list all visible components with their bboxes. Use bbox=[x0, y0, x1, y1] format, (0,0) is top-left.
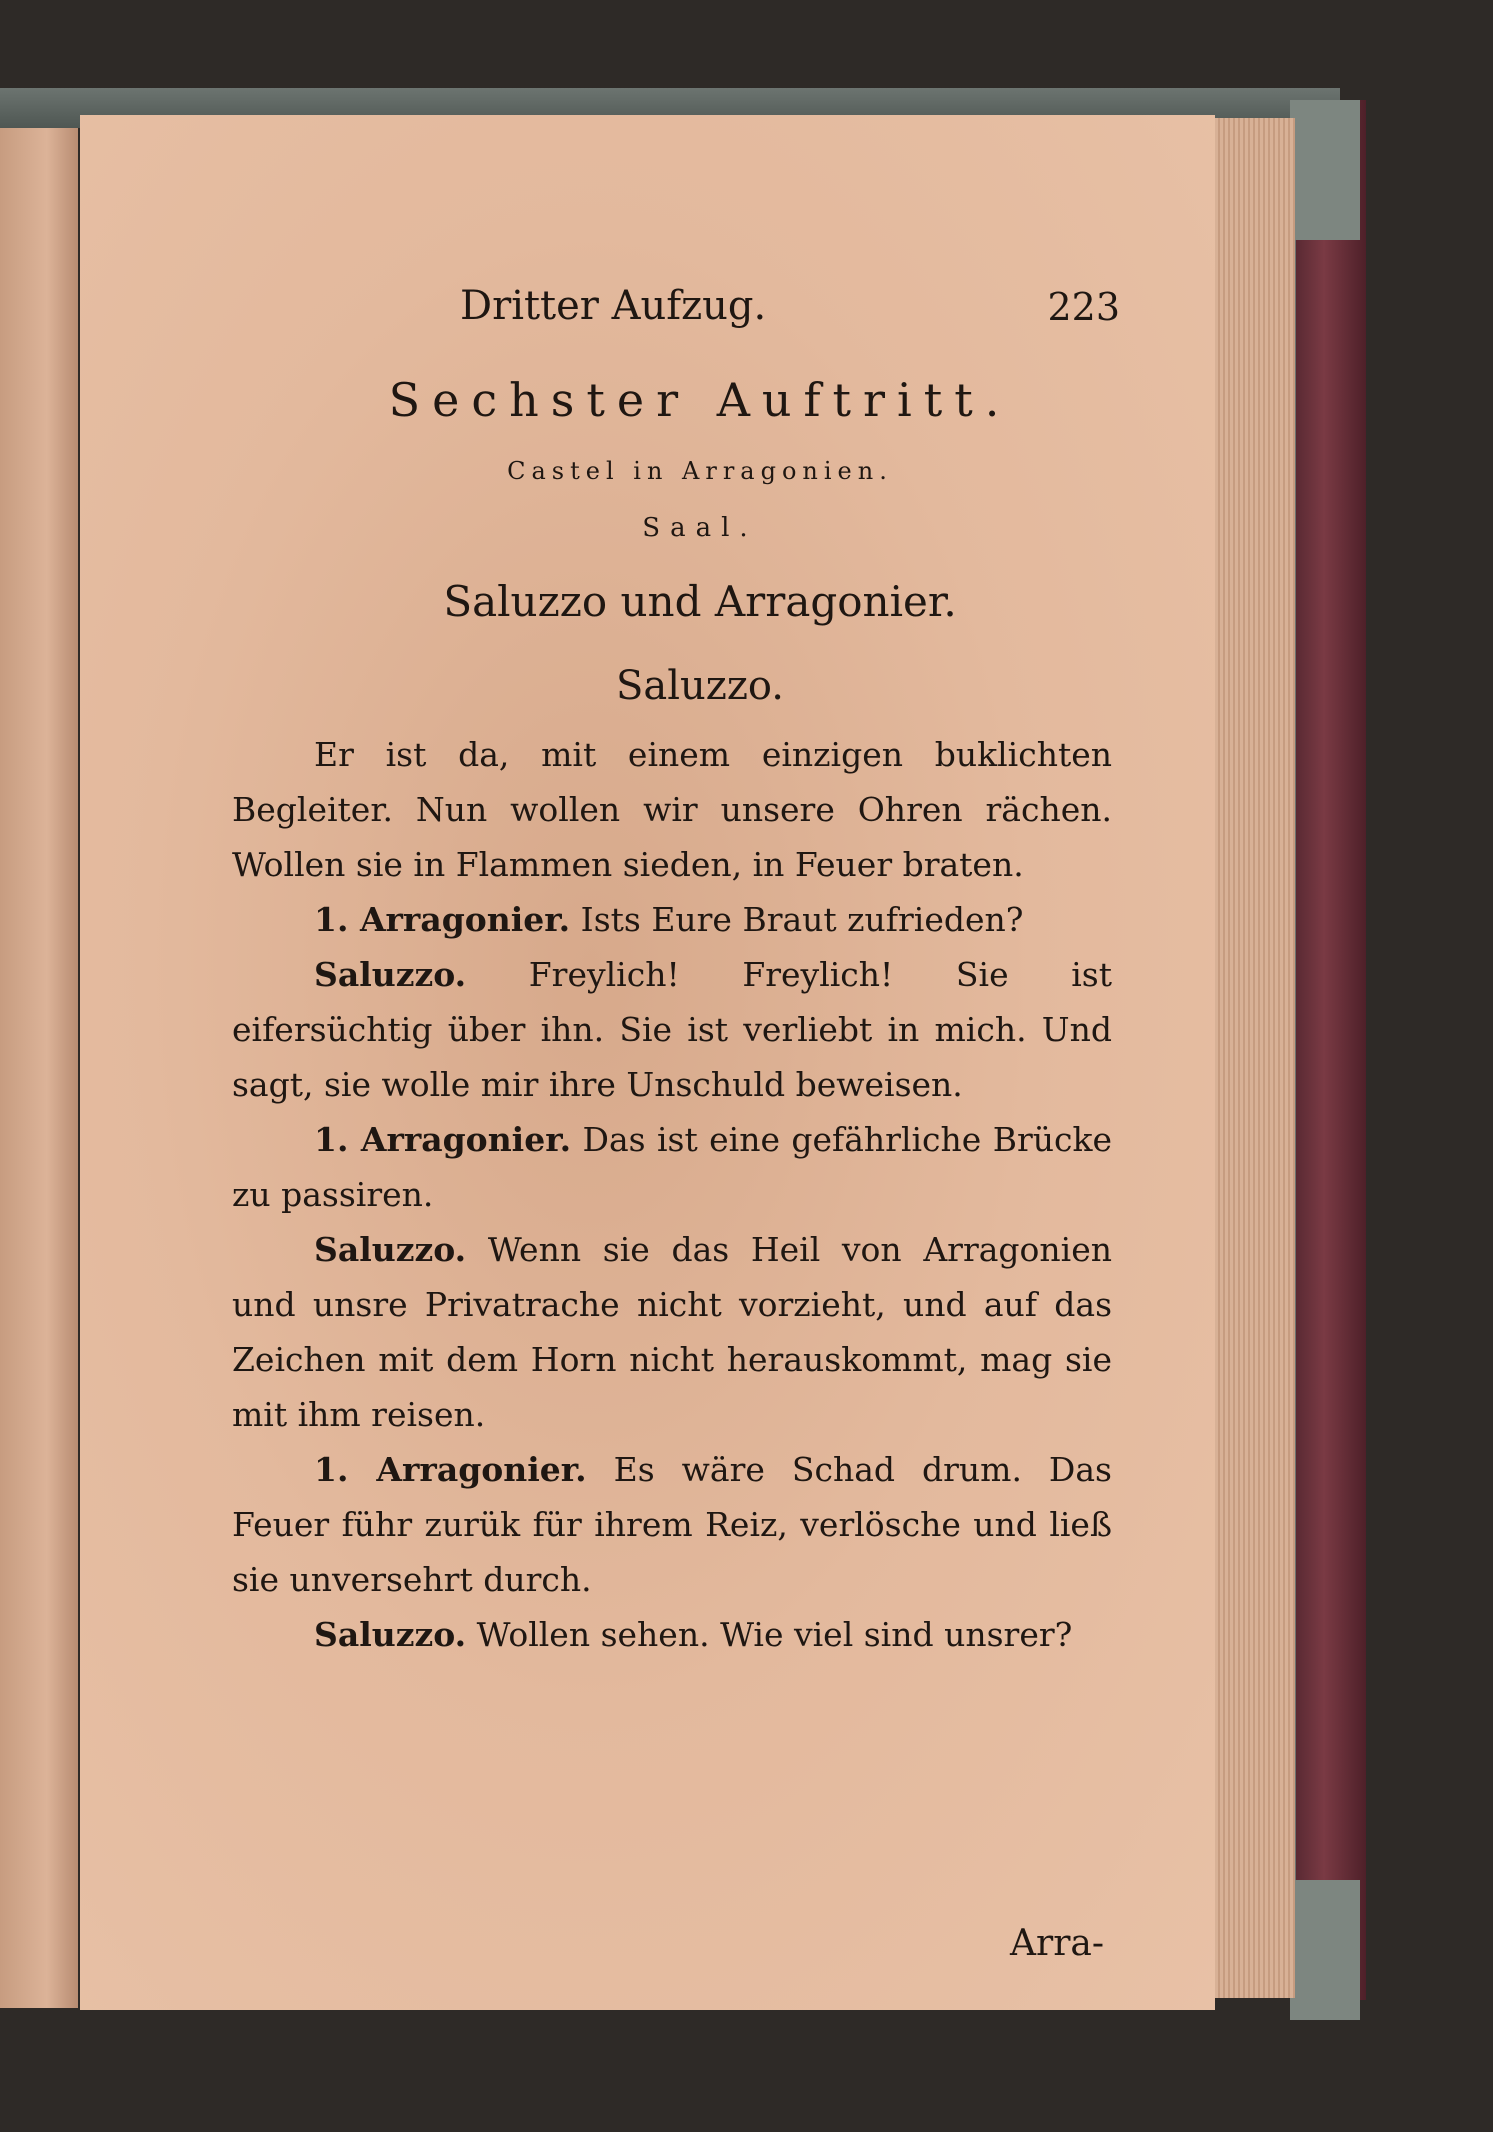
speech-text: Er ist da, mit einem einzigen buklichten Begleiter. Nun wollen wir unsere Ohren rächen. Wollen sie in Flammen sieden, in Feuer braten. bbox=[232, 735, 1112, 884]
facing-page bbox=[0, 128, 78, 2008]
dialogue-line bbox=[232, 1112, 1112, 1222]
speaker-name: 1. Arragonier. bbox=[314, 1120, 572, 1159]
speech-text: Das ist eine gefährliche Brücke zu passiren. bbox=[232, 1120, 1113, 1214]
book-cover-edge bbox=[1290, 100, 1366, 2000]
speaker-name: Saluzzo. bbox=[314, 1230, 467, 1269]
speaker-heading: Saluzzo. bbox=[615, 663, 785, 709]
speech-text: Wenn sie das Heil von Arragonien und unsre Privatrache nicht vorzieht, und auf das Zeichen mit dem Horn nicht herauskommt, mag sie mit ihm reisen. bbox=[232, 1230, 1112, 1434]
scene-setting: Castel in Arragonien. bbox=[507, 457, 893, 485]
book-cover-corner-bottom bbox=[1290, 1880, 1360, 2020]
book-cover-corner-top bbox=[1290, 100, 1360, 240]
dialogue-line bbox=[232, 1607, 1112, 1662]
dialogue-line bbox=[232, 1442, 1112, 1607]
speech-text: Ists Eure Braut zufrieden? bbox=[580, 900, 1024, 939]
running-header bbox=[460, 283, 1120, 343]
scene-heading: Sechster Auftritt. bbox=[388, 373, 1012, 427]
cast-list: Saluzzo und Arragonier. bbox=[443, 577, 957, 626]
speaker-name: 1. Arragonier. bbox=[314, 900, 571, 939]
page-number: 223 bbox=[1047, 285, 1120, 329]
speaker-name: Saluzzo. bbox=[314, 955, 467, 994]
dialogue-line bbox=[232, 1222, 1112, 1442]
catchword: Arra- bbox=[1010, 1923, 1105, 1964]
dialogue-body bbox=[232, 727, 1112, 1662]
scene-room: Saal. bbox=[642, 513, 758, 543]
speaker-name: Saluzzo. bbox=[314, 1615, 467, 1654]
speech-text: Es wäre Schad drum. Das Feuer führ zurük für ihrem Reiz, verlösche und ließ sie unversehrt durch. bbox=[232, 1450, 1112, 1599]
speaker-name: 1. Arragonier. bbox=[314, 1450, 587, 1489]
dialogue-line bbox=[232, 727, 1112, 892]
speech-text: Wollen sehen. Wie viel sind unsrer? bbox=[476, 1615, 1073, 1654]
book-page bbox=[80, 115, 1215, 2010]
speech-text: Freylich! Freylich! Sie ist eifersüchtig über ihn. Sie ist verliebt in mich. Und sagt, sie wolle mir ihre Unschuld beweisen. bbox=[232, 955, 1112, 1104]
dialogue-line bbox=[232, 947, 1112, 1112]
running-title: Dritter Aufzug. bbox=[460, 283, 767, 329]
page-edges bbox=[1215, 118, 1295, 1998]
dialogue-line bbox=[232, 892, 1112, 947]
